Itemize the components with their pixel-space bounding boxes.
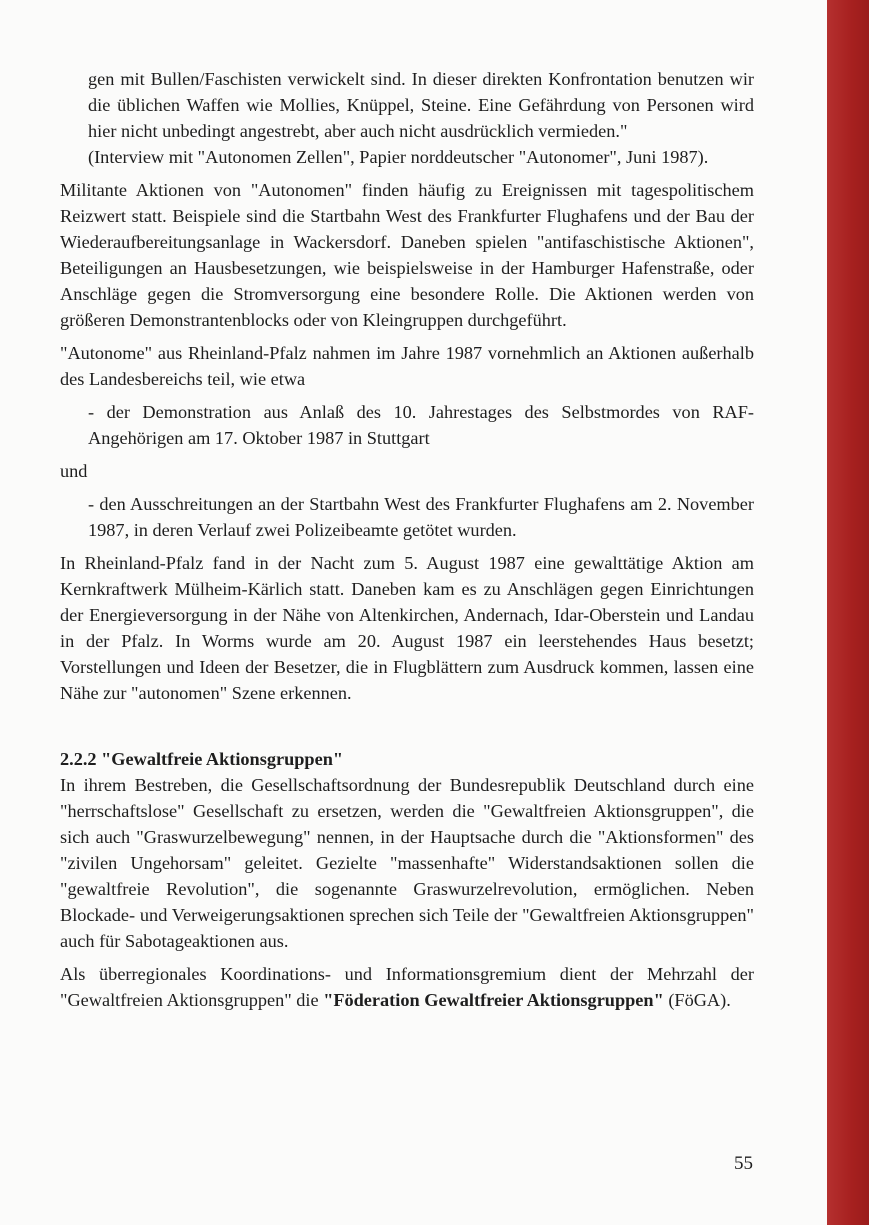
section-heading: 2.2.2 "Gewaltfreie Aktionsgruppen" bbox=[60, 749, 344, 769]
quote-source: (Interview mit "Autonomen Zellen", Papier norddeutscher "Autonomer", Juni 1987). bbox=[88, 147, 709, 167]
page-number: 55 bbox=[734, 1153, 753, 1174]
paragraph-rlp-actions: In Rheinland-Pfalz fand in der Nacht zum 5. August 1987 eine gewalttätige Aktion am Kernkraftwerk Mülheim-Kärlich statt. Daneben kam es zu Anschlägen gegen Einrichtungen der Energieversorgung in der Nähe von Altenkirchen, Andernach, Idar-Oberstein und Landau in der Pfalz. In Worms wurde am 20. August 1987 ein leerstehendes Haus besetzt; Vorstellungen und Ideen der Besetzer, die in Flugblättern zum Ausdruck kommen, lassen eine Nähe zur "autonomen" Szene erkennen. bbox=[60, 553, 754, 703]
quote-text: gen mit Bullen/Faschisten verwickelt sind. In dieser direkten Konfrontation benutzen wir die üblichen Waffen wie Mollies, Knüppel, Steine. Eine Gefährdung von Personen wird hier nicht unbedingt angestrebt, aber auch nicht ausdrücklich vermieden." bbox=[88, 69, 754, 141]
list-item-demonstration: - der Demonstration aus Anlaß des 10. Jahrestages des Selbstmordes von RAF-Angehörigen am 17. Oktober 1987 in Stuttgart bbox=[88, 402, 754, 448]
connector-und: und bbox=[60, 461, 88, 481]
paragraph-foederation bbox=[60, 961, 754, 1013]
paragraph-aktionsgruppen: In ihrem Bestreben, die Gesellschaftsordnung der Bundesrepublik Deutschland durch eine "herrschaftslose" Gesellschaft zu ersetzen, werden die "Gewaltfreien Aktionsgruppen", die sich auch "Graswurzelbewegung" nennen, in der Hauptsache durch die "Aktionsformen" des "zivilen Ungehorsam" geleitet. Gezielte "massenhafte" Widerstandsaktionen sollen die "gewaltfreie Revolution", die sogenannte Graswurzelrevolution, ermöglichen. Neben Blockade- und Verweigerungsaktionen sprechen sich Teile der "Gewaltfreien Aktionsgruppen" auch für Sabotageaktionen aus. bbox=[60, 775, 754, 951]
page-edge-binding bbox=[827, 0, 869, 1225]
foederation-name: "Föderation Gewaltfreier Aktionsgruppen" bbox=[323, 990, 664, 1010]
document-page bbox=[60, 66, 754, 1013]
foederation-text-end: (FöGA). bbox=[663, 990, 731, 1010]
foederation-text-start: Als überregionales Koordinations- und Informationsgremium dient der Mehrzahl der "Gewaltfreien Aktionsgruppen" die bbox=[60, 964, 754, 1010]
paragraph-rlp-intro: "Autonome" aus Rheinland-Pfalz nahmen im Jahre 1987 vornehmlich an Aktionen außerhalb des Landesbereichs teil, wie etwa bbox=[60, 343, 754, 389]
paragraph-militant-actions: Militante Aktionen von "Autonomen" finden häufig zu Ereignissen mit tagespolitischem Reizwert statt. Beispiele sind die Startbahn West des Frankfurter Flughafens und der Bau der Wiederaufbereitungsanlage in Wackersdorf. Daneben spielen "antifaschistische Aktionen", Beteiligungen an Hausbesetzungen, wie beispielsweise in der Hamburger Hafenstraße, oder Anschläge gegen die Stromversorgung eine besondere Rolle. Die Aktionen werden von größeren Demonstrantenblocks oder von Kleingruppen durchgeführt. bbox=[60, 180, 754, 330]
list-item-startbahn: - den Ausschreitungen an der Startbahn West des Frankfurter Flughafens am 2. November 1987, in deren Verlauf zwei Polizeibeamte getötet wurden. bbox=[88, 494, 754, 540]
